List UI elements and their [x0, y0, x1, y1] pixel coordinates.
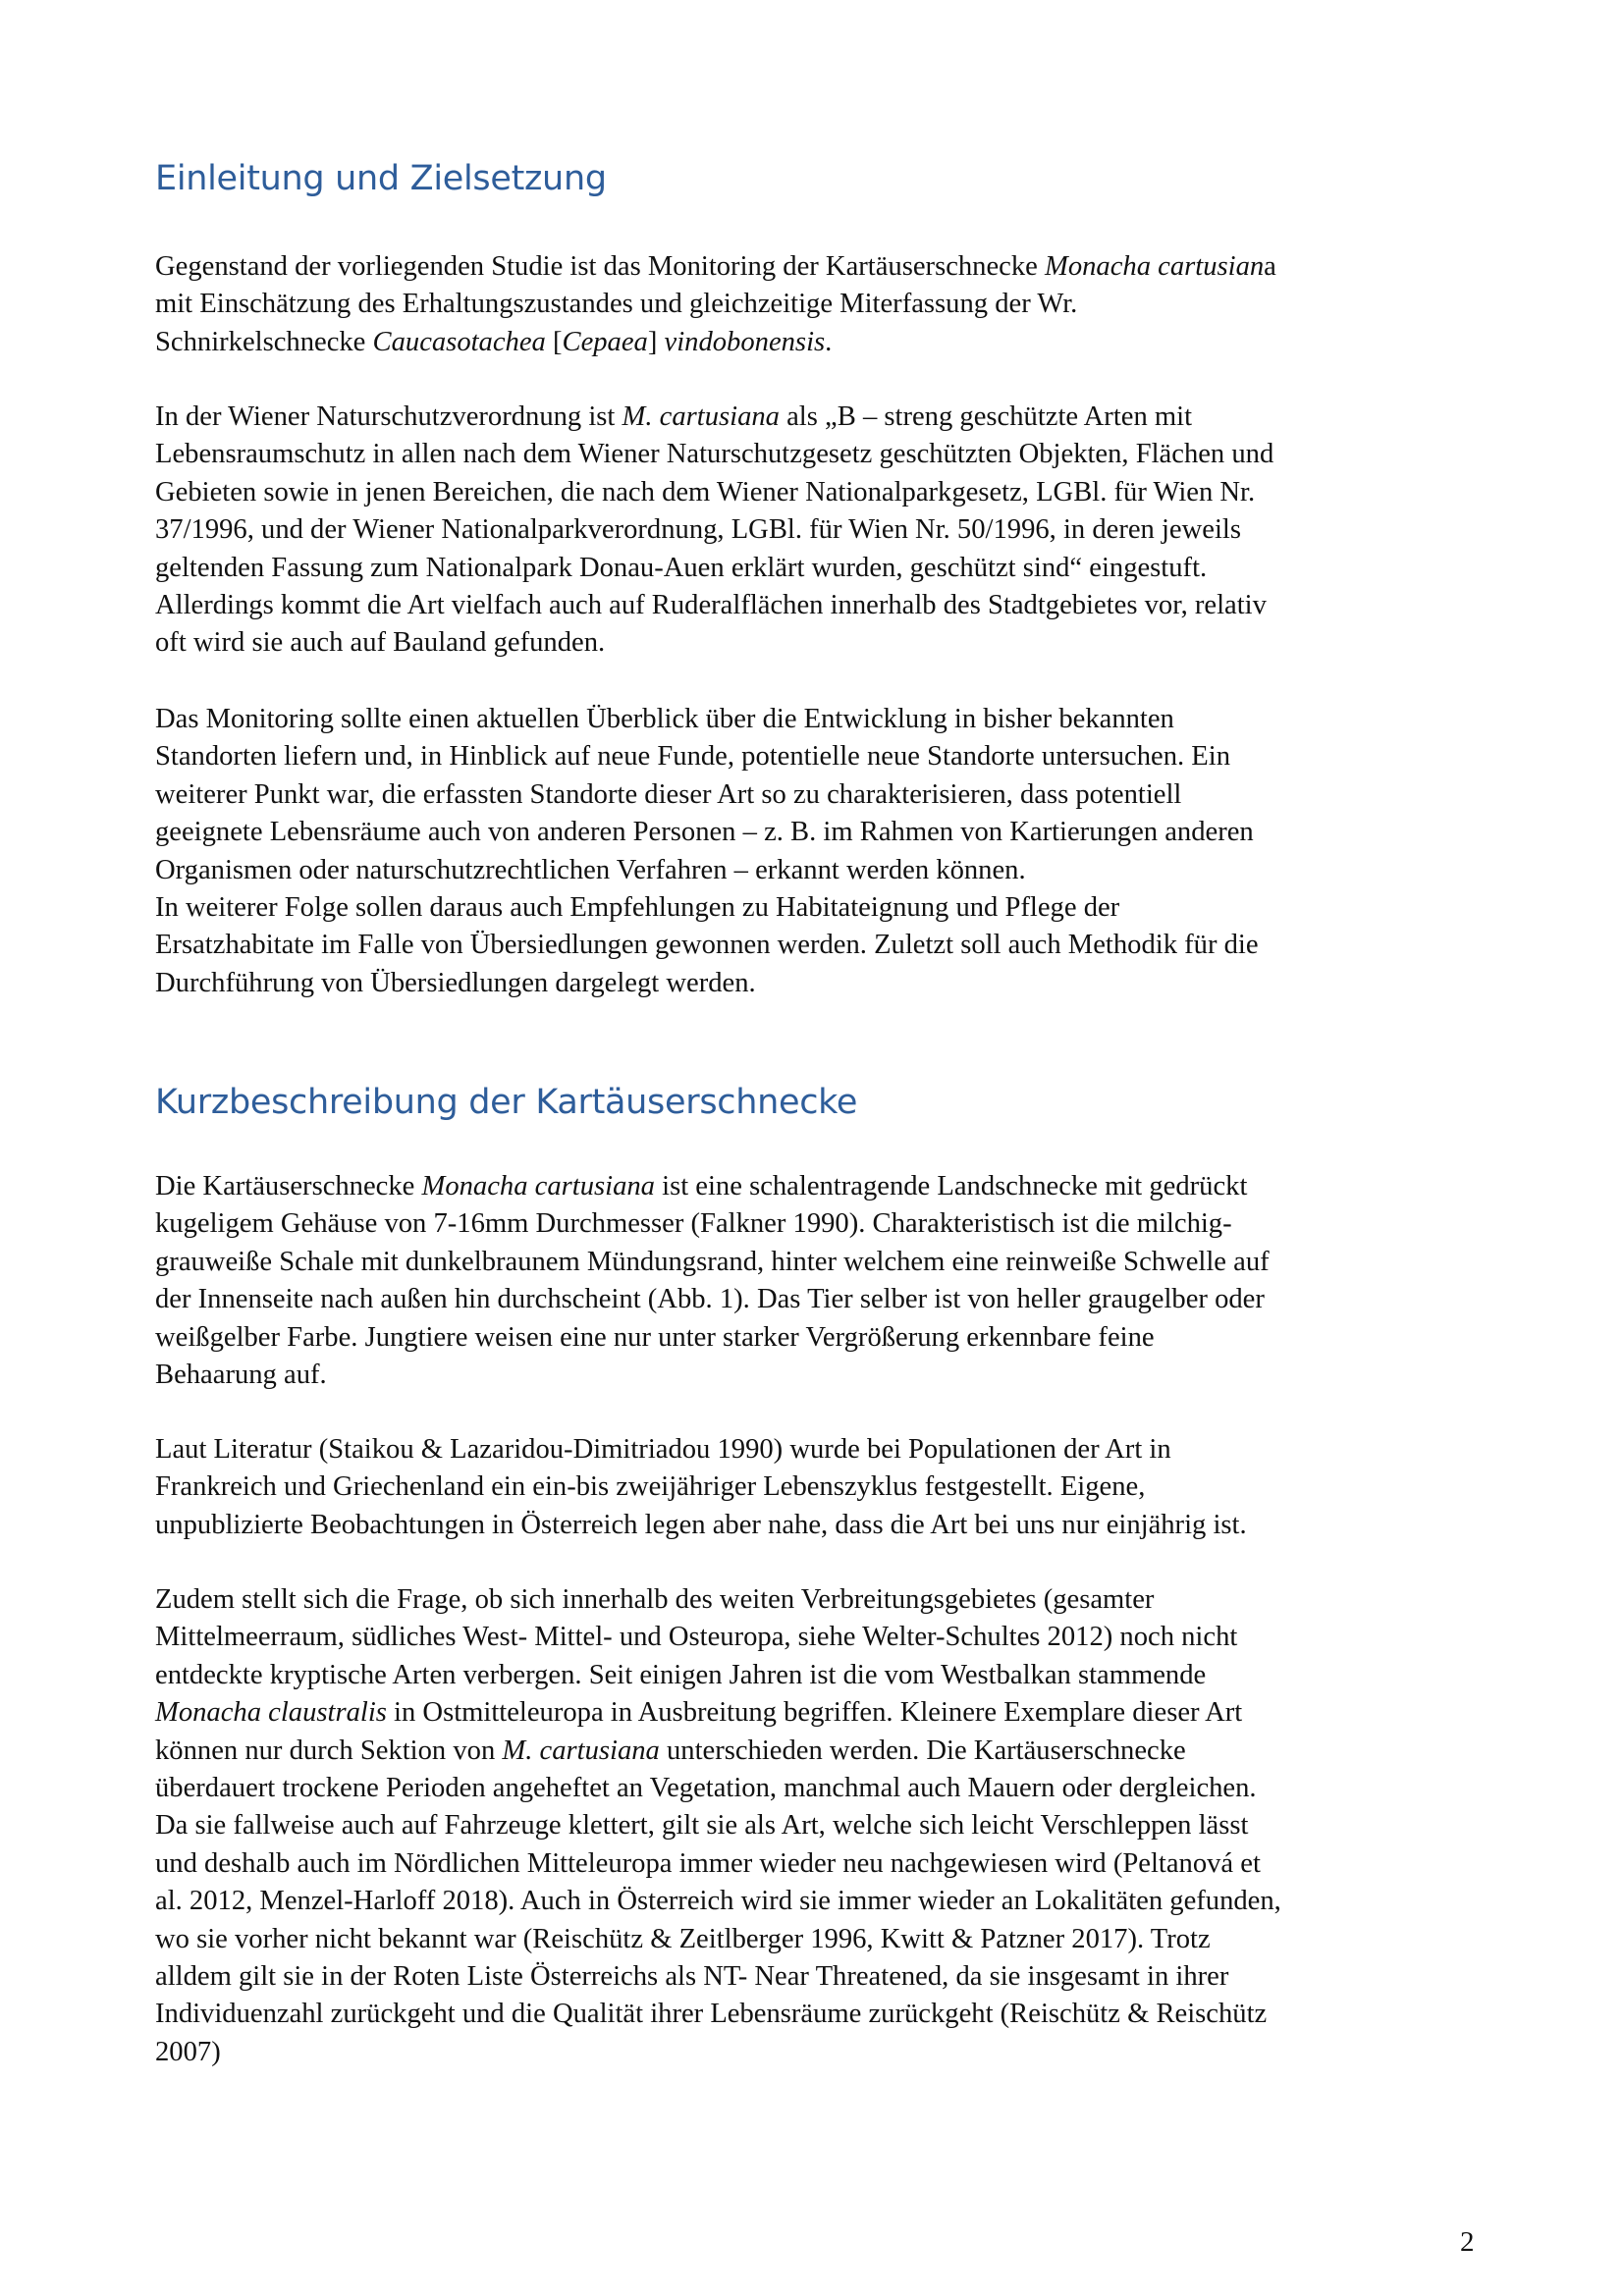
section-heading-einleitung: Einleitung und Zielsetzung	[155, 159, 607, 198]
page-number: 2	[1460, 2226, 1475, 2258]
paragraph-verbreitung	[155, 1581, 1483, 2071]
text-run: Frankreich und Griechenland ein ein-bis zweijähriger Lebenszyklus festgestellt. Eigene,	[155, 1471, 1146, 1503]
text-run: unpublizierte Beobachtungen in Österreich legen aber nahe, dass die Art bei uns nur einjährig ist.	[155, 1509, 1247, 1540]
text-line	[155, 1996, 1483, 2033]
text-line	[155, 1694, 1483, 1732]
text-run: Gebieten sowie in jenen Bereichen, die nach dem Wiener Nationalparkgesetz, LGBl. für Wien Nr.	[155, 476, 1256, 507]
text-run: als „B – streng geschützte Arten mit	[779, 401, 1193, 432]
text-line	[155, 1468, 1483, 1506]
text-run: Ersatzhabitate im Falle von Übersiedlungen gewonnen werden. Zuletzt soll auch Methodik für die	[155, 930, 1259, 961]
text-run: Die Kartäuserschnecke	[155, 1171, 422, 1201]
text-run: Zudem stellt sich die Frage, ob sich innerhalb des weiten Verbreitungsgebietes (gesamter	[155, 1584, 1155, 1615]
paragraph-naturschutzverordnung	[155, 399, 1483, 663]
text-run: Schnirkelschnecke	[155, 326, 373, 357]
text-run: mit Einschätzung des Erhaltungszustandes und gleichzeitige Miterfassung der Wr.	[155, 289, 1078, 320]
text-run: entdeckte kryptische Arten verbergen. Seit einigen Jahren ist die vom Westbalkan stammende	[155, 1659, 1207, 1690]
species-name: vindobonensis	[664, 326, 826, 357]
text-run: überdauert trockene Perioden angeheftet an Vegetation, manchmal auch Mauern oder dergleichen.	[155, 1772, 1257, 1803]
text-line	[155, 1619, 1483, 1656]
species-name: Caucasotachea	[372, 326, 546, 357]
text-run: können nur durch Sektion von	[155, 1735, 503, 1766]
text-run: Allerdings kommt die Art vielfach auch auf Ruderalflächen innerhalb des Stadtgebietes vor, relativ	[155, 589, 1267, 620]
text-line	[155, 927, 1483, 964]
species-name: Monacha cartusiana	[421, 1171, 655, 1201]
text-run: [	[545, 326, 563, 357]
text-run: In der Wiener Naturschutzverordnung ist	[155, 401, 623, 432]
text-line	[155, 965, 1483, 1002]
text-line	[155, 511, 1483, 549]
text-line	[155, 1205, 1483, 1243]
paragraph-intro	[155, 248, 1483, 361]
species-name: M. cartusiana	[622, 401, 780, 432]
text-line	[155, 1657, 1483, 1694]
text-run: Das Monitoring sollte einen aktuellen Überblick über die Entwicklung in bisher bekannten	[155, 704, 1174, 734]
text-run: Behaarung auf.	[155, 1359, 327, 1390]
text-run: geltenden Fassung zum Nationalpark Donau-Auen erklärt wurden, geschützt sind“ eingestuft.	[155, 552, 1208, 583]
text-run: Da sie fallweise auch auf Fahrzeuge klettert, gilt sie als Art, welche sich leicht Verschleppen lässt	[155, 1810, 1249, 1842]
text-line	[155, 587, 1483, 624]
text-line	[155, 1168, 1483, 1205]
text-run: 37/1996, und der Wiener Nationalparkverordnung, LGBl. für Wien Nr. 50/1996, in deren jeweils	[155, 514, 1241, 546]
text-run: wo sie vorher nicht bekannt war (Reischütz & Zeitlberger 1996, Kwitt & Patzner 2017). Trotz	[155, 1923, 1211, 1954]
text-line	[155, 1507, 1483, 1544]
text-run: .	[825, 326, 833, 357]
text-line	[155, 852, 1483, 889]
text-line	[155, 1807, 1483, 1844]
text-run: geeignete Lebensräume auch von anderen Personen – z. B. im Rahmen von Kartierungen anderen	[155, 817, 1254, 848]
text-line	[155, 889, 1483, 927]
text-run: Individuenzahl zurückgeht und die Qualität ihrer Lebensräume zurückgeht (Reischütz & Reischütz	[155, 1999, 1268, 2030]
text-line	[155, 248, 1483, 286]
text-line	[155, 286, 1483, 323]
text-line	[155, 1281, 1483, 1318]
text-run: Organismen oder naturschutzrechtlichen Verfahren – erkannt werden können.	[155, 854, 1026, 885]
text-run: Mittelmeerraum, südliches West- Mittel- und Osteuropa, siehe Welter-Schultes 2012) noch nicht	[155, 1622, 1238, 1653]
text-run: grauweiße Schale mit dunkelbraunem Mündungsrand, hinter welchem eine reinweiße Schwelle auf	[155, 1246, 1270, 1277]
text-run: in Ostmitteleuropa in Ausbreitung begriffen. Kleinere Exemplare dieser Art	[386, 1697, 1243, 1729]
text-run: und deshalb auch im Nördlichen Mitteleuropa immer wieder neu nachgewiesen wird (Peltanová et	[155, 1847, 1261, 1879]
text-line	[155, 436, 1483, 473]
text-run: unterschieden werden. Die Kartäuserschnecke	[659, 1735, 1186, 1766]
text-run: Lebensraumschutz in allen nach dem Wiener Naturschutzgesetz geschützten Objekten, Flächen und	[155, 439, 1274, 470]
text-run: oft wird sie auch auf Bauland gefunden.	[155, 627, 606, 659]
paragraph-monitoring	[155, 701, 1483, 1002]
text-run: weißgelber Farbe. Jungtiere weisen eine nur unter starker Vergrößerung erkennbare feine	[155, 1321, 1155, 1353]
text-run: alldem gilt sie in der Roten Liste Österreichs als NT- Near Threatened, da sie insgesamt in ihrer	[155, 1960, 1229, 1992]
text-run: Laut Literatur (Staikou & Lazaridou-Dimitriadou 1990) wurde bei Populationen der Art in	[155, 1434, 1171, 1465]
text-line	[155, 738, 1483, 775]
paragraph-lebenszyklus	[155, 1431, 1483, 1544]
text-line	[155, 2034, 1483, 2071]
text-line	[155, 1431, 1483, 1468]
text-line	[155, 1581, 1483, 1619]
species-name: Cepaea	[562, 326, 648, 357]
text-line	[155, 474, 1483, 511]
text-run: al. 2012, Menzel-Harloff 2018). Auch in Österreich wird sie immer wieder an Lokalitäten gefunden,	[155, 1886, 1281, 1917]
text-line	[155, 1244, 1483, 1281]
text-line	[155, 814, 1483, 851]
text-run: ]	[647, 326, 665, 357]
text-run: In weiterer Folge sollen daraus auch Empfehlungen zu Habitateignung und Pflege der	[155, 891, 1120, 923]
text-line	[155, 399, 1483, 436]
text-run: Gegenstand der vorliegenden Studie ist das Monitoring der Kartäuserschnecke	[155, 251, 1045, 282]
text-line	[155, 1958, 1483, 1996]
text-run: Durchführung von Übersiedlungen dargelegt werden.	[155, 967, 756, 998]
text-line	[155, 324, 1483, 361]
section-heading-kurzbeschreibung: Kurzbeschreibung der Kartäuserschnecke	[155, 1083, 858, 1122]
text-run: der Innenseite nach außen hin durchscheint (Abb. 1). Das Tier selber ist von heller graugelber oder	[155, 1284, 1265, 1315]
text-line	[155, 1319, 1483, 1357]
text-line	[155, 624, 1483, 662]
text-run: a	[1264, 251, 1276, 282]
text-line	[155, 1921, 1483, 1958]
text-line	[155, 1733, 1483, 1770]
text-line	[155, 1357, 1483, 1394]
text-run: weiterer Punkt war, die erfassten Standorte dieser Art so zu charakterisieren, dass potentiell	[155, 778, 1182, 810]
text-run: 2007)	[155, 2036, 221, 2067]
species-name: Monacha claustralis	[155, 1697, 387, 1729]
text-run: kugeligem Gehäuse von 7-16mm Durchmesser (Falkner 1990). Charakteristisch ist die milchig-	[155, 1208, 1232, 1240]
text-line	[155, 550, 1483, 587]
text-line	[155, 1845, 1483, 1883]
paragraph-beschreibung	[155, 1168, 1483, 1394]
species-name: M. cartusiana	[502, 1735, 660, 1766]
species-name: Monacha cartusian	[1045, 251, 1265, 282]
text-run: ist eine schalentragende Landschnecke mit gedrückt	[654, 1171, 1248, 1201]
text-line	[155, 1770, 1483, 1807]
text-run: Standorten liefern und, in Hinblick auf neue Funde, potentielle neue Standorte untersuchen. Ein	[155, 741, 1230, 773]
text-line	[155, 701, 1483, 738]
text-line	[155, 1883, 1483, 1920]
text-line	[155, 776, 1483, 814]
